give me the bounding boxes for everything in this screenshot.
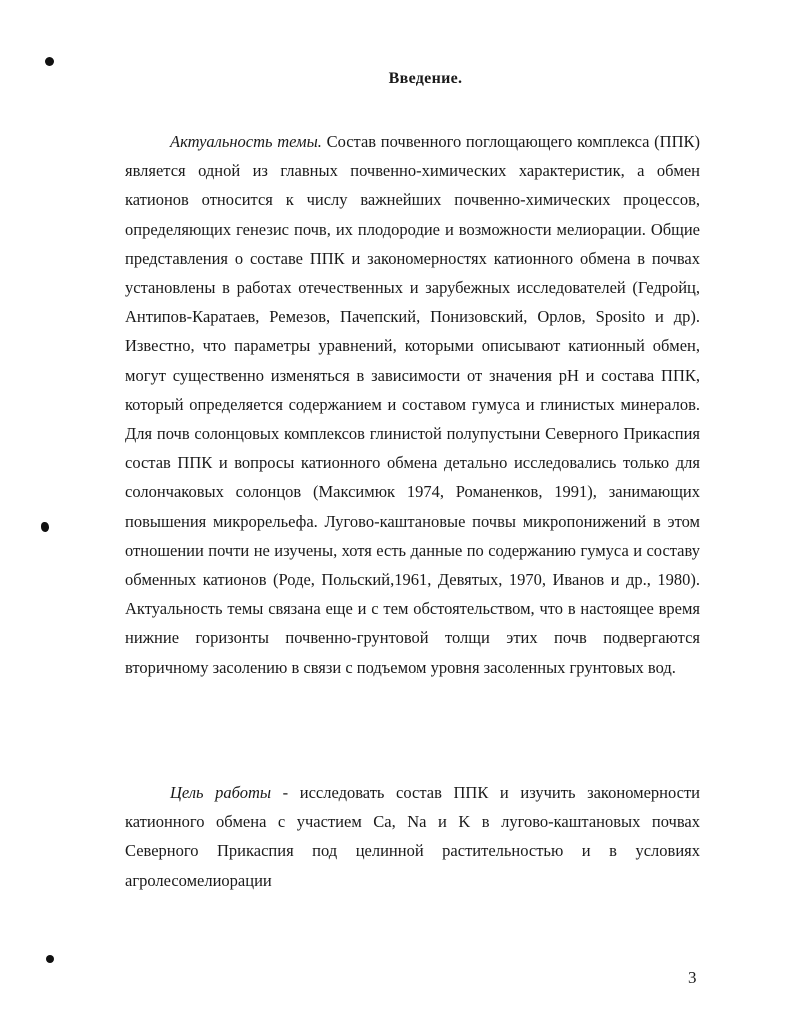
page-title: Введение.: [388, 70, 463, 87]
paragraph-lead-italic: Цель работы: [170, 783, 272, 802]
punch-hole-dot-icon: [45, 57, 54, 66]
paragraph-relevance: [125, 127, 700, 682]
paragraph-body: Состав почвенного поглощающего комплекса (ППК) является одной из главных почвенно-химических характеристик, а обмен катионов относится к числу важнейших почвенно-химических процессов, определяющих генезис почв, их плодородие и возможности мелиорации. Общие представления о составе ППК и закономерностях катионного обмена в почвах установлены в работах отечественных и зарубежных исследователей (Гедройц, Антипов-Каратаев, Ремезов, Пачепский, Понизовский, Орлов, Sposito и др). Известно, что параметры уравнений, которыми описывают катионный обмен, могут существенно изменяться в зависимости от значения pH и состава ППК, который определяется содержанием и составом гумуса и глинистых минералов. Для почв солонцовых комплексов глинистой полупустыни Северного Прикаспия состав ППК и вопросы катионного обмена детально исследовались только для солончаковых солонцов (Максимюк 1974, Романенков, 1991), занимающих повышения микрорельефа. Лугово-каштановые почвы микропонижений в этом отношении почти не изучены, хотя есть данные по содержанию гумуса и составу обменных катионов (Роде, Польский,1961, Девятых, 1970, Иванов и др., 1980). Актуальность темы связана еще и с тем обстоятельством, что в настоящее время нижние горизонты почвенно-грунтовой толщи этих почв подвергаются вторичному засолению в связи с подъемом уровня засоленных грунтовых вод.: [125, 132, 700, 677]
paragraph-lead-italic: Актуальность темы.: [170, 132, 322, 151]
page-number: 3: [688, 968, 697, 987]
punch-hole-dot-icon: [46, 955, 54, 963]
punch-hole-dot-icon: [41, 522, 49, 532]
paragraph-body: - исследовать состав ППК и изучить закономерности катионного обмена с участием Ca, Na и K в лугово-каштановых почвах Северного Прикаспия под целинной растительностью и в условиях агролесомелиорации: [125, 783, 700, 890]
paragraph-goal: [125, 778, 700, 895]
